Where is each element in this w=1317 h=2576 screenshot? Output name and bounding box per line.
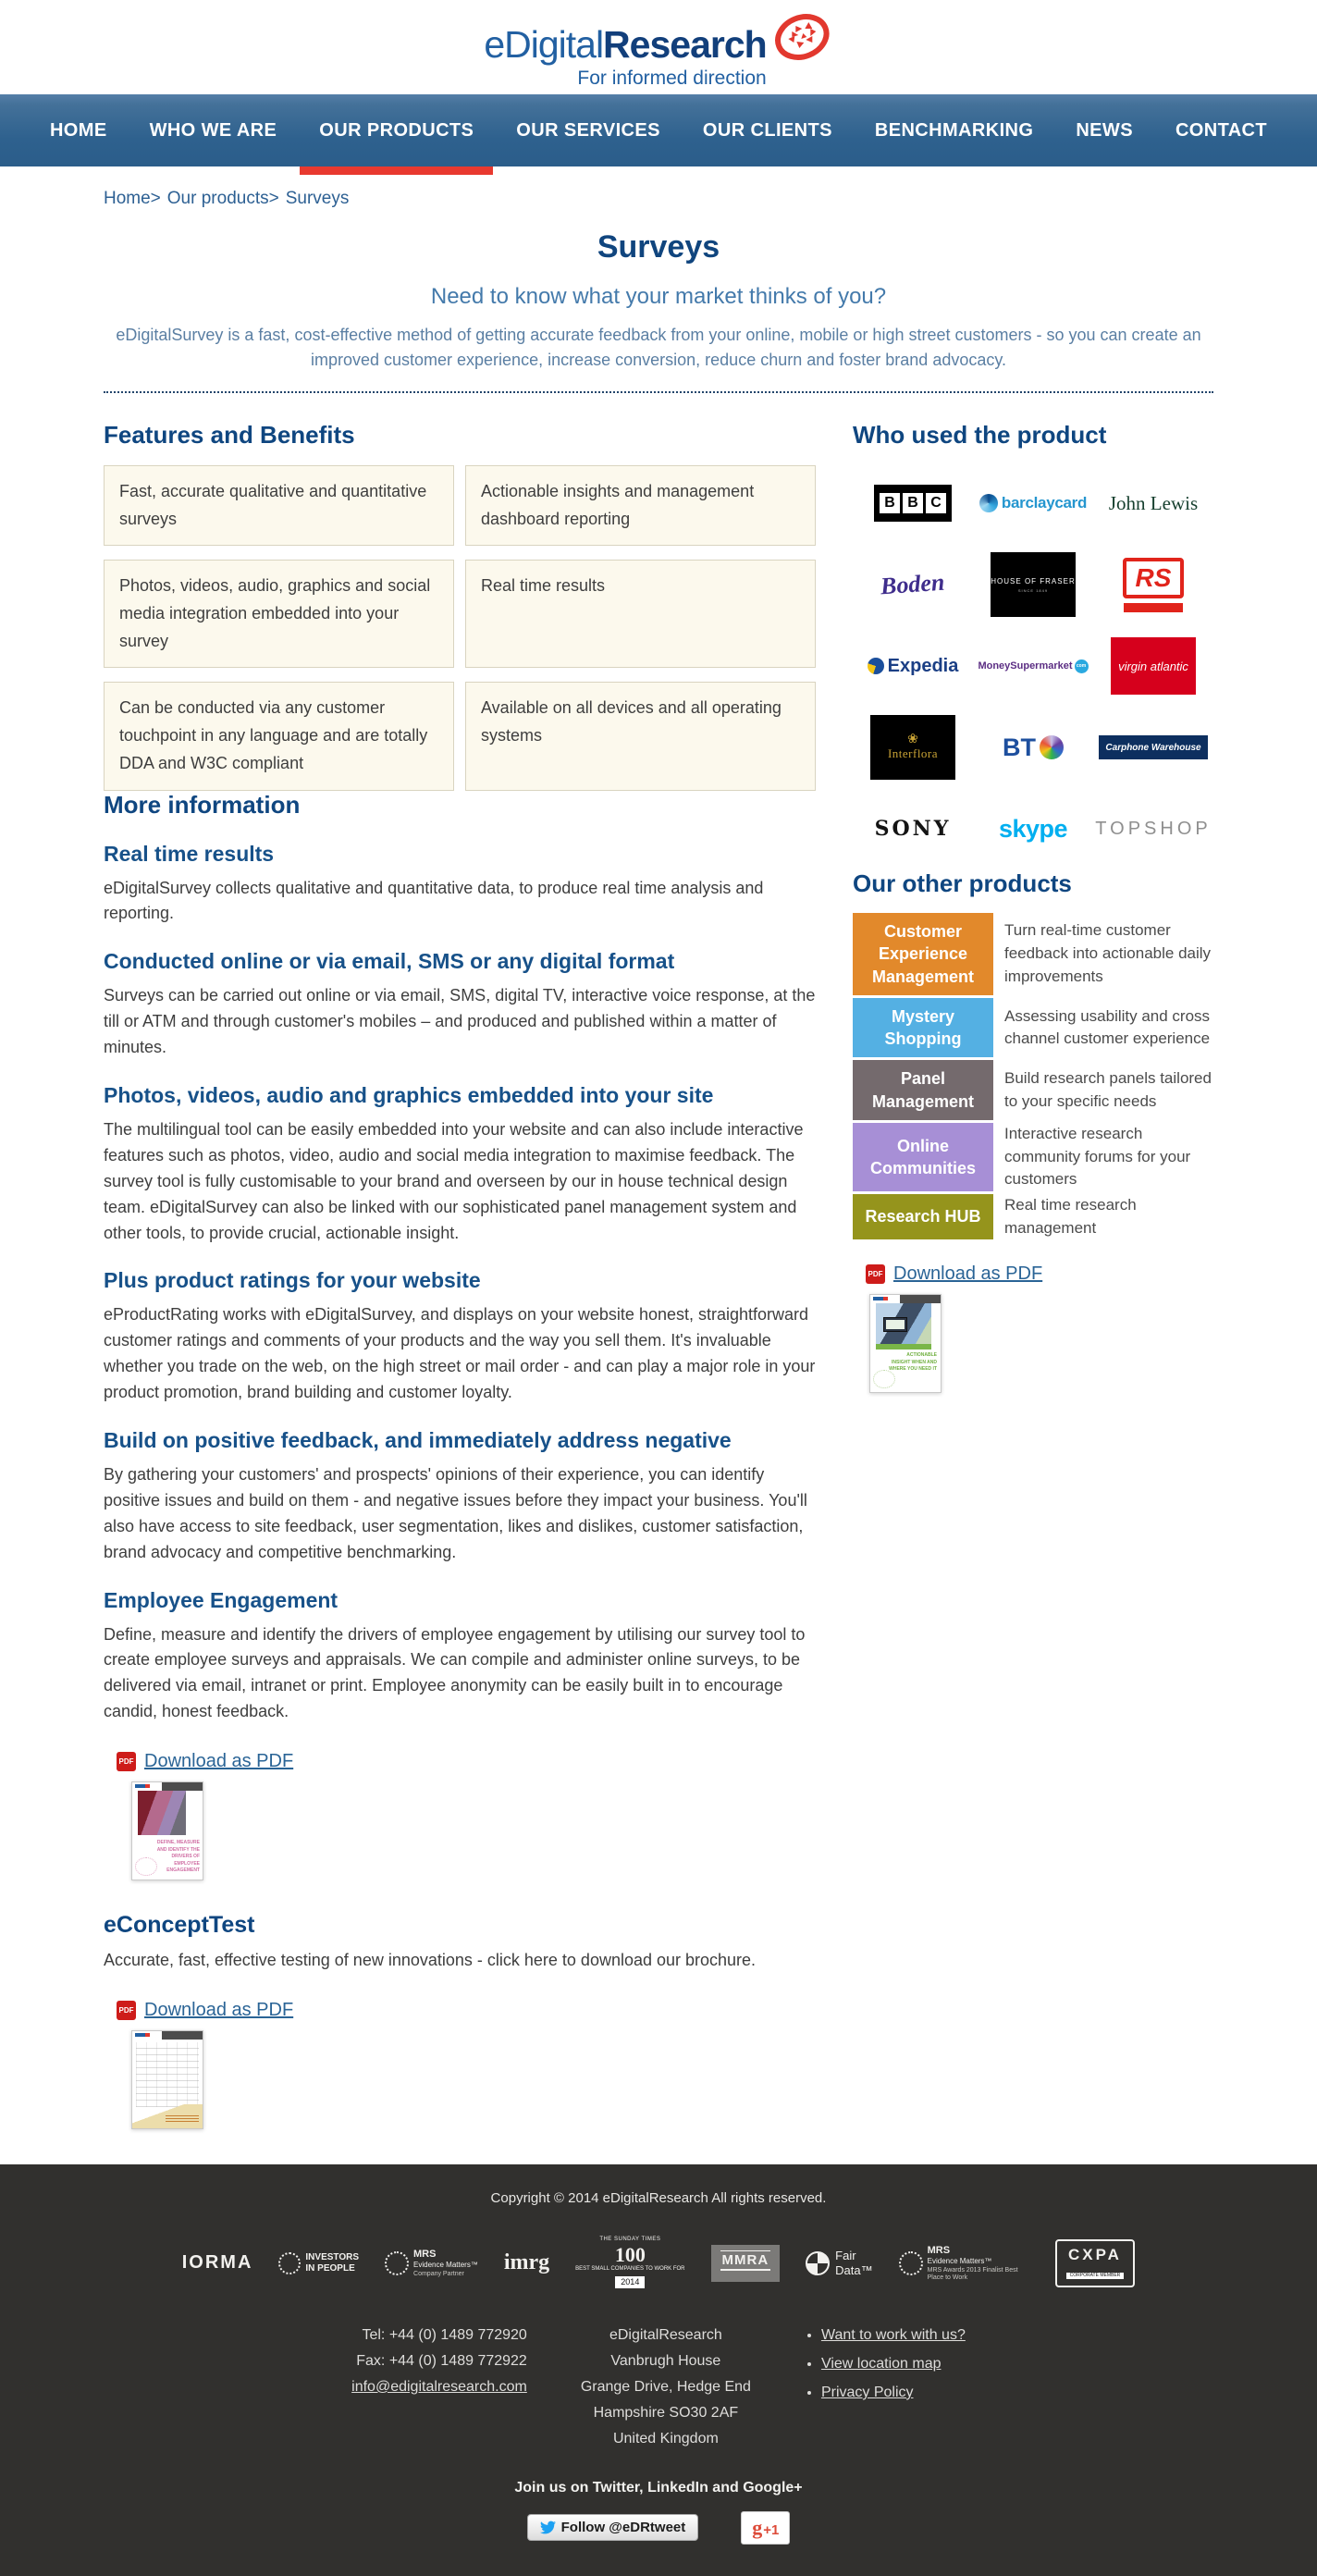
footer-links bbox=[805, 2323, 966, 2452]
bbc-letter: B bbox=[903, 493, 923, 513]
product-link-research-hub[interactable]: Research HUB bbox=[853, 1194, 993, 1239]
section-heading-real-time: Real time results bbox=[104, 841, 275, 866]
product-row bbox=[853, 998, 1213, 1058]
nav-link-our-clients[interactable]: OUR CLIENTS bbox=[702, 119, 832, 141]
gplus-g: g bbox=[752, 2515, 763, 2539]
feature-text: Fast, accurate qualitative and quantitative surveys bbox=[119, 482, 427, 528]
product-description: Build research panels tailored to your specific needs bbox=[1004, 1069, 1212, 1110]
address-line: Hampshire SO30 2AF bbox=[593, 2404, 739, 2421]
download-pdf-link-employee[interactable]: Download as PDF bbox=[144, 1751, 294, 1772]
brochure-oval-motif bbox=[135, 1857, 157, 1876]
nav-item-home[interactable] bbox=[29, 94, 129, 166]
feature-text: Real time results bbox=[481, 576, 606, 596]
moneysupermarket-logo bbox=[978, 659, 1088, 673]
client-logo-bt bbox=[973, 707, 1093, 788]
product-link-mystery-shopping[interactable]: Mystery Shopping bbox=[853, 998, 993, 1058]
interflora-figure-icon: ❀ bbox=[907, 733, 918, 746]
download-pdf-link-sidebar[interactable]: Download as PDF bbox=[893, 1263, 1043, 1285]
bbc-logo bbox=[874, 485, 952, 522]
brochure-logo bbox=[135, 2033, 150, 2037]
other-products-heading: Our other products bbox=[853, 869, 1072, 897]
footer-contact bbox=[145, 2323, 1172, 2452]
cxpa-badge: CXPA CORPORATE MEMBER bbox=[1055, 2239, 1136, 2287]
product-description: Real time research management bbox=[1004, 1196, 1137, 1237]
logo-text-block bbox=[484, 7, 766, 90]
brochure-green-band bbox=[876, 1344, 931, 1350]
nav-link-our-services[interactable]: OUR SERVICES bbox=[516, 119, 660, 141]
footer-address bbox=[581, 2323, 751, 2452]
product-description: Assessing usability and cross channel customer experience bbox=[1004, 1006, 1211, 1048]
product-description: Interactive research community forums for your customers bbox=[1004, 1125, 1191, 1189]
logo-wordmark bbox=[484, 24, 766, 66]
client-logo-john-lewis bbox=[1093, 462, 1213, 544]
section-body-photos-videos: The multilingual tool can be easily embedded into your website and can also include interactive features such as photos, video, audio and social media integration to maximise feedback. The survey tool is fully customisable to your brand and overseen by our in house technical design team. eDigitalSurvey can also be linked with our sophisticated panel management system and other tools, to provide crucial, actionable insight. bbox=[104, 1119, 804, 1242]
nav-item-who-we-are[interactable] bbox=[129, 94, 299, 166]
main-columns bbox=[104, 421, 1213, 2129]
fair-data-icon bbox=[806, 2251, 830, 2275]
hero bbox=[104, 229, 1213, 393]
site-logo[interactable] bbox=[484, 7, 832, 90]
topshop-wordmark: TOPSHOP bbox=[1095, 818, 1212, 839]
breadcrumb-home[interactable]: Home> bbox=[104, 189, 161, 208]
mrs-company-partner-badge: MRS Evidence Matters™ Company Partner bbox=[385, 2249, 478, 2278]
client-logo-house-of-fraser bbox=[973, 544, 1093, 625]
logo-tagline: For informed direction bbox=[577, 68, 767, 90]
google-plus-one-button[interactable] bbox=[741, 2511, 790, 2545]
nav-list bbox=[0, 94, 1317, 166]
twitter-button-label: Follow @eDRtweet bbox=[560, 2520, 686, 2536]
address-line: eDigitalResearch bbox=[609, 2326, 722, 2343]
pdf-icon: PDF bbox=[117, 2001, 136, 2020]
brochure-photo bbox=[138, 1791, 186, 1835]
econcepttest-heading: eConceptTest bbox=[104, 1912, 255, 1939]
rs-red-bar bbox=[1124, 603, 1183, 612]
footer-link-location-map[interactable]: View location map bbox=[820, 2355, 942, 2372]
carphone-warehouse-logo: Carphone Warehouse bbox=[1099, 735, 1208, 759]
section-body-real-time: eDigitalSurvey collects qualitative and quantitative data, to produce real time analysis and reporting. bbox=[104, 878, 764, 923]
bbc-letter: C bbox=[926, 493, 946, 513]
feature-text: Can be conducted via any customer touchpoint in any language and are totally DDA and W3C compliant bbox=[119, 698, 428, 772]
copyright-text: Copyright © 2014 eDigitalResearch All rights reserved. bbox=[490, 2189, 827, 2206]
client-logo-sony bbox=[853, 788, 973, 869]
imrg-badge: imrg bbox=[503, 2250, 550, 2275]
moneysupermarket-com-icon: com bbox=[1075, 659, 1089, 673]
client-logo-carphone-warehouse bbox=[1093, 707, 1213, 788]
clients-heading: Who used the product bbox=[853, 421, 1107, 449]
barclaycard-wordmark: barclaycard bbox=[1001, 494, 1088, 512]
client-logo-topshop bbox=[1093, 788, 1213, 869]
breadcrumb bbox=[104, 166, 1213, 209]
site-footer bbox=[0, 2164, 1317, 2576]
section-heading-positive-feedback: Build on positive feedback, and immediately address negative bbox=[104, 1427, 732, 1452]
virgin-atlantic-logo: virgin atlantic bbox=[1111, 637, 1196, 695]
brochure-cover-text: ACTIONABLE INSIGHT WHEN AND WHERE YOU NEED IT bbox=[889, 1352, 937, 1373]
client-logo-rs bbox=[1093, 544, 1213, 625]
bbc-letter: B bbox=[880, 493, 900, 513]
features-grid bbox=[104, 465, 816, 791]
feature-text: Available on all devices and all operating systems bbox=[481, 698, 782, 746]
nav-item-our-services[interactable] bbox=[495, 94, 682, 166]
nav-item-our-products[interactable] bbox=[298, 94, 495, 166]
site-header bbox=[0, 0, 1317, 94]
footer-contact-numbers bbox=[351, 2323, 527, 2452]
other-products-list bbox=[853, 913, 1213, 1239]
interflora-logo bbox=[870, 715, 955, 780]
section-body-product-ratings: eProductRating works with eDigitalSurvey, and displays on your website honest, straightforward customer ratings and comments of your products and the way you sell them. It's invaluable whether you trade on the web, on the high street or mail order - and can play a major role in your product promotion, brand building and customer loyalty. bbox=[104, 1305, 816, 1402]
product-row bbox=[853, 1123, 1213, 1191]
product-row bbox=[853, 1194, 1213, 1239]
brochure-sketches bbox=[136, 2042, 199, 2107]
iorma-badge: IORMA bbox=[181, 2252, 253, 2274]
sunday-times-100-badge: THE SUNDAY TIMES 100 BEST SMALL COMPANIES TO WORK FOR 2014 bbox=[575, 2237, 685, 2287]
client-logo-moneysupermarket bbox=[973, 625, 1093, 707]
rs-logo bbox=[1123, 558, 1185, 612]
house-of-fraser-logo bbox=[991, 552, 1076, 617]
feature-box bbox=[104, 682, 454, 790]
feature-box bbox=[465, 560, 816, 668]
john-lewis-wordmark: John Lewis bbox=[1108, 491, 1199, 514]
footer-tel: Tel: +44 (0) 1489 772920 bbox=[362, 2326, 527, 2343]
social-heading: Join us on Twitter, LinkedIn and Google+ bbox=[514, 2479, 803, 2496]
accreditation-badges bbox=[145, 2234, 1172, 2293]
page-subtitle: Need to know what your market thinks of you? bbox=[430, 284, 887, 309]
client-logo-interflora bbox=[853, 707, 973, 788]
breadcrumb-surveys[interactable]: Surveys bbox=[285, 189, 350, 208]
client-logo-grid bbox=[853, 462, 1213, 869]
section-heading-product-ratings: Plus product ratings for your website bbox=[104, 1268, 481, 1293]
moneysupermarket-wordmark: MoneySupermarket bbox=[978, 660, 1073, 672]
logo-word-bold: Research bbox=[603, 23, 767, 66]
section-body-employee-engagement: Define, measure and identify the drivers of employee engagement by utilising our survey tool to create employee surveys and appraisals. We can compile and administer online surveys, to be delivered via email, intranet or print. Employee anonymity can be easily built in to encourage candid, honest feedback. bbox=[104, 1624, 806, 1721]
client-logo-barclaycard bbox=[973, 462, 1093, 544]
client-logo-boden bbox=[853, 544, 973, 625]
nav-link-home[interactable]: HOME bbox=[49, 119, 107, 141]
page-description: eDigitalSurvey is a fast, cost-effective method of getting accurate feedback from your online, mobile or high street customers - so you can create an improved customer experience, increase conversion, reduce churn and foster brand advocacy. bbox=[116, 326, 1201, 369]
twitter-follow-button[interactable] bbox=[527, 2514, 699, 2541]
feature-box bbox=[465, 682, 816, 790]
main-content bbox=[104, 421, 816, 2129]
feature-box bbox=[465, 465, 816, 546]
download-pdf-row-econcept bbox=[117, 2000, 816, 2021]
product-row bbox=[853, 1060, 1213, 1120]
product-row bbox=[853, 913, 1213, 995]
brochure-tablet-screen bbox=[883, 1317, 907, 1332]
hof-name: HOUSE OF FRASER bbox=[991, 576, 1076, 585]
section-body-positive-feedback: By gathering your customers' and prospects' opinions of their experience, you can identify positive issues and build on them - and negative issues before they impact your business. You'll also have access to site feedback, user segmentation, likes and dislikes, customer satisfaction, brand advocacy and competitive benchmarking. bbox=[104, 1464, 807, 1561]
section-heading-employee-engagement: Employee Engagement bbox=[104, 1587, 338, 1612]
fair-data-badge: Fair Data™ bbox=[806, 2249, 872, 2277]
barclaycard-logo bbox=[979, 494, 1087, 512]
barclaycard-swirl-icon bbox=[979, 494, 998, 512]
nav-link-contact[interactable]: CONTACT bbox=[1175, 119, 1268, 141]
bt-logo bbox=[1003, 733, 1064, 762]
nav-item-benchmarking[interactable] bbox=[854, 94, 1054, 166]
footer-link-privacy-policy[interactable]: Privacy Policy bbox=[820, 2384, 914, 2400]
feature-box bbox=[104, 560, 454, 668]
investors-in-people-badge: INVESTORS IN PEOPLE bbox=[278, 2252, 359, 2274]
brochure-logo bbox=[873, 1297, 888, 1300]
expedia-globe-icon bbox=[868, 658, 884, 674]
product-link-customer-experience-management[interactable]: Customer Experience Management bbox=[853, 913, 993, 995]
gplus-plus1: +1 bbox=[763, 2521, 780, 2538]
mrs-dotted-circle-icon bbox=[899, 2251, 923, 2275]
mrs-awards-badge: MRS Evidence Matters™ MRS Awards 2013 Finalist Best Place to Work bbox=[899, 2245, 1029, 2282]
product-link-panel-management[interactable]: Panel Management bbox=[853, 1060, 993, 1120]
footer-social bbox=[145, 2480, 1172, 2545]
product-description: Turn real-time customer feedback into actionable daily improvements bbox=[1004, 921, 1212, 985]
skype-wordmark: skype bbox=[998, 814, 1068, 843]
product-link-online-communities[interactable]: Online Communities bbox=[853, 1123, 993, 1191]
brochure-cover-text: DEFINE, MEASURE AND IDENTIFY THE DRIVERS OF EMPLOYEE ENGAGEMENT bbox=[156, 1840, 200, 1874]
main-nav bbox=[0, 94, 1317, 166]
nav-item-news[interactable] bbox=[1054, 94, 1154, 166]
features-heading: Features and Benefits bbox=[104, 421, 355, 449]
feature-box bbox=[104, 465, 454, 546]
hof-since: SINCE 1849 bbox=[1017, 587, 1049, 593]
download-pdf-row-sidebar bbox=[866, 1263, 1213, 1285]
client-logo-expedia bbox=[853, 625, 973, 707]
brochure-thumbnail-econcepttest[interactable] bbox=[131, 2030, 203, 2129]
client-logo-virgin-atlantic bbox=[1093, 625, 1213, 707]
nav-link-who-we-are[interactable]: WHO WE ARE bbox=[149, 119, 277, 141]
brochure-thumbnail-employee-engagement[interactable] bbox=[131, 1781, 203, 1880]
feature-text: Photos, videos, audio, graphics and social media integration embedded into your survey bbox=[119, 576, 431, 650]
twitter-bird-icon bbox=[540, 2520, 556, 2535]
interflora-wordmark: Interflora bbox=[887, 746, 939, 760]
nav-link-news[interactable]: NEWS bbox=[1076, 119, 1133, 141]
sony-wordmark: SONY bbox=[874, 817, 952, 841]
breadcrumb-our-products[interactable]: Our products> bbox=[166, 189, 279, 208]
footer-link-work-with-us[interactable]: Want to work with us? bbox=[820, 2326, 966, 2343]
brochure-thumbnail-sidebar[interactable] bbox=[869, 1294, 942, 1393]
expedia-wordmark: Expedia bbox=[887, 655, 959, 676]
footer-fax: Fax: +44 (0) 1489 772922 bbox=[356, 2352, 527, 2369]
address-line: Vanbrugh House bbox=[610, 2352, 721, 2369]
section-body-conducted-online: Surveys can be carried out online or via email, SMS, digital TV, interactive voice response, at the till or ATM and through customer's mobiles – and produced and published within a matter of minutes. bbox=[104, 986, 816, 1057]
download-pdf-row-employee bbox=[117, 1751, 816, 1772]
nav-item-contact[interactable] bbox=[1154, 94, 1288, 166]
bt-globe-icon bbox=[1040, 735, 1064, 759]
mrs-dotted-circle-icon bbox=[385, 2251, 409, 2275]
econcepttest-body: Accurate, fast, effective testing of new innovations - click here to download our brochure. bbox=[104, 1951, 757, 1970]
nav-item-our-clients[interactable] bbox=[682, 94, 854, 166]
brochure-oval-motif bbox=[873, 1370, 895, 1388]
bt-wordmark: BT bbox=[1003, 733, 1036, 761]
sidebar bbox=[853, 421, 1213, 2129]
feature-text: Actionable insights and management dashboard reporting bbox=[481, 482, 755, 528]
section-heading-conducted-online: Conducted online or via email, SMS or any digital format bbox=[104, 949, 675, 974]
nav-link-our-products[interactable]: OUR PRODUCTS bbox=[319, 119, 474, 141]
client-logo-bbc bbox=[853, 462, 973, 544]
footer-email-link[interactable]: info@edigitalresearch.com bbox=[351, 2378, 527, 2395]
logo-word-light: eDigital bbox=[484, 23, 604, 66]
brochure-logo bbox=[135, 1784, 150, 1788]
rs-wordmark: RS bbox=[1123, 558, 1185, 598]
nav-link-benchmarking[interactable]: BENCHMARKING bbox=[874, 119, 1034, 141]
address-line: Grange Drive, Hedge End bbox=[580, 2378, 751, 2395]
page-title: Surveys bbox=[597, 229, 720, 265]
laurel-wreath-icon bbox=[278, 2252, 301, 2274]
pdf-icon: PDF bbox=[117, 1752, 136, 1771]
more-info-heading: More information bbox=[104, 790, 301, 819]
brand-oval-icon bbox=[772, 9, 833, 67]
mmra-badge: MMRA bbox=[711, 2245, 781, 2282]
section-heading-photos-videos: Photos, videos, audio and graphics embedded into your site bbox=[104, 1082, 714, 1107]
expedia-logo bbox=[868, 656, 959, 677]
brochure-caption-lines bbox=[166, 2114, 199, 2122]
pdf-icon: PDF bbox=[866, 1264, 885, 1284]
download-pdf-link-econcept[interactable]: Download as PDF bbox=[144, 1999, 294, 2020]
boden-wordmark: Boden bbox=[880, 568, 946, 600]
dotted-divider bbox=[104, 391, 1213, 393]
client-logo-skype bbox=[973, 788, 1093, 869]
address-line: United Kingdom bbox=[612, 2430, 719, 2447]
